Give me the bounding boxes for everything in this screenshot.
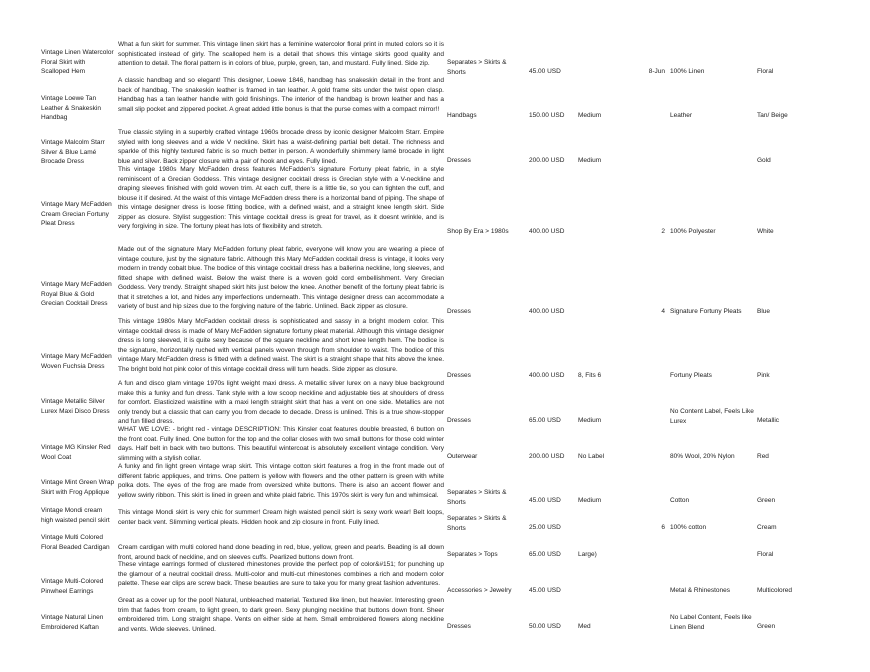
item-color: Red (757, 453, 769, 460)
item-fabric: Metal & Rhinestones (670, 587, 730, 594)
item-name: Vintage Mondi cream high waisted pencil skirt (41, 507, 110, 524)
item-price: 45.00 USD (529, 68, 561, 75)
item-quantity: 2 (661, 228, 665, 235)
item-description: WHAT WE LOVE: - bright red - vintage DESCRIPTION: This Kinsler coat features double breasted, 6 button on the front coat. Fully lined. One button for the top and the collar closes with two small buttons for those cold winter days. Half belt in back with two buttons. This beautiful wintercoat is absolutely excellent vintage condition. Very slimming with a stylish collar. (118, 426, 444, 462)
item-category: Separates > Skirts & Shorts (447, 489, 507, 506)
item-description: A fun and disco glam vintage 1970s light weight maxi dress. A metallic sliver lurex on a navy blue background make this a funky and fun dress. Tank style with a low scoop neckline and adjustable ties at shoulders of dress for comfort. Elasticized waistline with a maxi length straight skirt that has a vent on one side. Metallics are not only trendy but a classic that can carry you from decade to decade. Dress is unlined. This is a true show-stopper and fun filled dress. (118, 380, 444, 426)
item-price: 50.00 USD (529, 623, 561, 630)
item-color: Tan/ Beige (757, 112, 788, 119)
item-price: 400.00 USD (529, 372, 565, 379)
item-category: Separates > Skirts & Shorts (447, 515, 507, 532)
item-color: Green (757, 623, 776, 630)
item-size: No Label (578, 453, 605, 460)
item-fabric: Signature Fortuny Pleats (670, 308, 742, 315)
item-name: Vintage Loewe Tan Leather & Snakeskin Handbag (41, 95, 101, 122)
item-size: Med (578, 623, 591, 630)
item-size: Large) (578, 551, 597, 558)
item-size: Medium (578, 112, 602, 119)
item-color: Blue (757, 308, 771, 315)
item-description: This vintage 1980s Mary McFadden dress features McFadden's signature Fortuny pleat fabric, in a style reminiscent of a Grecian Goddess. This vintage designer cocktail dress is Grecian style with a V-neckline and draping sleeves finished with gold woven trim. At each cuff, there is a little tie, so you can tighten the cuff, and blouse it if desired. At the waist of this vintage McFadden dress there is a horizontal band of piping. The shape of this vintage designer dress is loose fitting bodice, with a defined waist, and a straight knee length skirt. Side zipper as closure. Stylist suggestion: This vintage cocktail dress is great for travel, as it doesnt wrinkle, and is very forgiving in size. The fortuny pleat has lots of flexibility and stretch. (118, 166, 444, 231)
item-color: Cream (757, 524, 777, 531)
item-category: Dresses (447, 417, 471, 424)
item-price: 45.00 USD (529, 587, 561, 594)
item-description: This vintage Mondi skirt is very chic for summer! Cream high waisted pencil skirt is sexy work wear! Belt loops, center back vent. Slimming vertical pleats. Hidden hook and zip closure in front. Fully lined. (118, 509, 444, 526)
item-quantity: 6 (661, 524, 665, 531)
item-fabric: 100% Polyester (670, 228, 716, 235)
item-description: Cream cardigan with multi colored hand done beading in red, blue, yellow, green and pearls. Beading is all down front, around back of neckline, and on sleeves cuffs. Pearlized buttons down front. (118, 544, 444, 561)
item-price: 200.00 USD (529, 157, 565, 164)
item-name: Vintage Multi Colored Floral Beaded Cardigan (41, 534, 110, 551)
item-color: Metallic (757, 417, 780, 424)
item-category: Handbags (447, 112, 477, 119)
item-color: Floral (757, 68, 774, 75)
item-description: These vintage earrings formed of clustered rhinestones provide the perfect pop of color&#151; for punching up the glamour of a neutral cocktail dress. Multi-color and multi-cut rhinestones combines a rich and modern color palette. These ear clips are screw back. These beauties are sure to take you for many great fashion adventures. (118, 561, 444, 588)
item-price: 200.00 USD (529, 453, 565, 460)
item-price: 45.00 USD (529, 497, 561, 504)
item-description: What a fun skirt for summer. This vintage linen skirt has a feminine watercolor floral print in muted colors so it is sophisticated instead of girly. The scalloped hem is a detail that shows this vintage skirts good quality and attention to detail. The floral pattern is in colors of blue, purple, green, tan, and mustard. Fully lined. Side zip. (118, 41, 444, 68)
item-color: Green (757, 497, 776, 504)
item-name: Vintage Mary McFadden Royal Blue & Gold Grecian Cocktail Dress (41, 281, 112, 308)
item-description: Great as a cover up for the pool! Natural, unbleached material. Textured like linen, but heavier. Interesting green trim that fades from cream, to light green, to dark green. Sexy plunging neckline that buttons down front. Sheer embroidered trim. Long straight shape. Vents on either side at hem. Small embroidered flowers along neckline and vents. Wide sleeves. Unlined. (118, 597, 444, 633)
item-description: This vintage 1980s Mary McFadden cocktail dress is sophisticated and sassy in a bright modern color. This vintage cocktail dress is made of Mary McFadden signature fortuny pleat material. Although this vintage designer dress is long sleeved, it is quite sexy because of the square neckline and short knee length hem. The bodice is the signature, horizontally ruched with vertical panels woven through from shoulder to waist. The bodice of this vintage Mary McFadden dress is fitted with a defined waist. The skirt is a straight shape that hits above the knee. The bright bold hot pink color of this vintage cocktail dress will turn heads. Side zipper as closure. (118, 318, 444, 373)
item-price: 400.00 USD (529, 228, 565, 235)
item-description: A funky and fin light green vintage wrap skirt. This vintage cotton skirt features a frog in the front made out of different fabric appliques, and trims. One pattern is yellow with flowers and the other pattern is green with white polka dots. The eyes of the frog are made from oversized white buttons. There is also an accent flower and yellow swirly ribbon. This skirt is lined in green and white plaid fabric. This 1970s skirt is very fun and whimsical. (118, 463, 444, 499)
item-quantity: 8-Jun (648, 68, 665, 75)
item-color: Gold (757, 157, 771, 164)
item-color: Pink (757, 372, 770, 379)
item-size: Medium (578, 497, 602, 504)
item-fabric: 100% cotton (670, 524, 707, 531)
item-color: White (757, 228, 774, 235)
item-category: Outerwear (447, 453, 478, 460)
item-fabric: Leather (670, 112, 693, 119)
item-category: Dresses (447, 308, 471, 315)
item-category: Accessories > Jewelry (447, 587, 512, 594)
item-price: 65.00 USD (529, 551, 561, 558)
item-price: 400.00 USD (529, 308, 565, 315)
item-fabric: No Label Content, Feels like Linen Blend (670, 614, 752, 631)
item-name: Vintage MG Kinsler Red Wool Coat (41, 444, 111, 461)
item-size: 8, Fits 6 (578, 372, 602, 379)
item-fabric: Cotton (670, 497, 690, 504)
item-category: Shop By Era > 1980s (447, 228, 509, 235)
item-name: Vintage Multi-Colored Pinwheel Earrings (41, 578, 104, 595)
item-color: Floral (757, 551, 774, 558)
item-category: Separates > Tops (447, 551, 498, 558)
item-name: Vintage Mint Green Wrap Skirt with Frog Applique (41, 479, 115, 496)
item-name: Vintage Malcolm Starr Silver & Blue Lamé Brocade Dress (41, 139, 105, 166)
item-fabric: 80% Wool, 20% Nylon (670, 453, 735, 460)
item-category: Dresses (447, 623, 471, 630)
item-description: True classic styling in a superbly crafted vintage 1960s brocade dress by iconic designer Malcolm Starr. Empire styled with long sleeves and a wide V neckline. Skirt has a waist-defining partial belt detail. The richness and sparkle of this highly textured fabric is so much better in person. A wonderfully shimmery lamé brocade in light blue and silver. Back zipper closure with a pair of hook and eyes. Fully lined. (118, 129, 444, 165)
item-name: Vintage Linen Watercolor Floral Skirt with Scalloped Hem (41, 49, 114, 76)
item-color: Multicolored (757, 587, 793, 594)
item-description: Made out of the signature Mary McFadden fortuny pleat fabric, everyone will know you are wearing a piece of vintage couture, just by the signature fabric. Although this Mary McFadden cocktail dress is vintage, it looks very modern in trendy cobalt blue. The bodice of this vintage cocktail dress has a ballerina neckline, long sleeves, and fitted shape with defined waist. Below the waist there is a woven gold cord embellishment. Very Grecian Goddess. Very trendy. Straight shaped skirt hits just below the knee. Another benefit of the fortuny pleat fabric is that it stretches a lot, and hides any imperfections underneath. This vintage designer dress can accommodate a variety of bust and hip sizes due to the forgiving nature of the fabric. Unlined. Back zipper as closure. (118, 246, 444, 311)
item-category: Separates > Skirts & Shorts (447, 59, 507, 76)
item-fabric: Fortuny Pleats (670, 372, 712, 379)
item-name: Vintage Metallic Silver Lurex Maxi Disco Dress (41, 398, 110, 415)
item-name: Vintage Mary McFadden Cream Grecian Fortuny Pleat Dress (41, 201, 112, 228)
item-price: 25.00 USD (529, 524, 561, 531)
item-quantity: 4 (661, 308, 665, 315)
item-price: 65.00 USD (529, 417, 561, 424)
item-category: Dresses (447, 372, 471, 379)
item-category: Dresses (447, 157, 471, 164)
item-fabric: 100% Linen (670, 68, 705, 75)
item-name: Vintage Natural Linen Embroidered Kaftan (41, 614, 104, 631)
item-size: Medium (578, 417, 602, 424)
item-price: 150.00 USD (529, 112, 565, 119)
item-description: A classic handbag and so elegant! This designer, Loewe 1846, handbag has snakeskin detail in the front and back of handbag. The snakeskin leather is framed in tan leather. A gold frame sits under the twist open clasp. Handbag has a tan leather handle with gold finishings. The interior of the handbag is brown leather and has a small slip pocket and zippered pocket. A great added little bonus is that the purse comes with a compact mirror!! (118, 77, 444, 113)
item-name: Vintage Mary McFadden Woven Fuchsia Dress (41, 353, 112, 370)
item-size: Medium (578, 157, 602, 164)
item-fabric: No Content Label, Feels Like Lurex (670, 408, 754, 425)
